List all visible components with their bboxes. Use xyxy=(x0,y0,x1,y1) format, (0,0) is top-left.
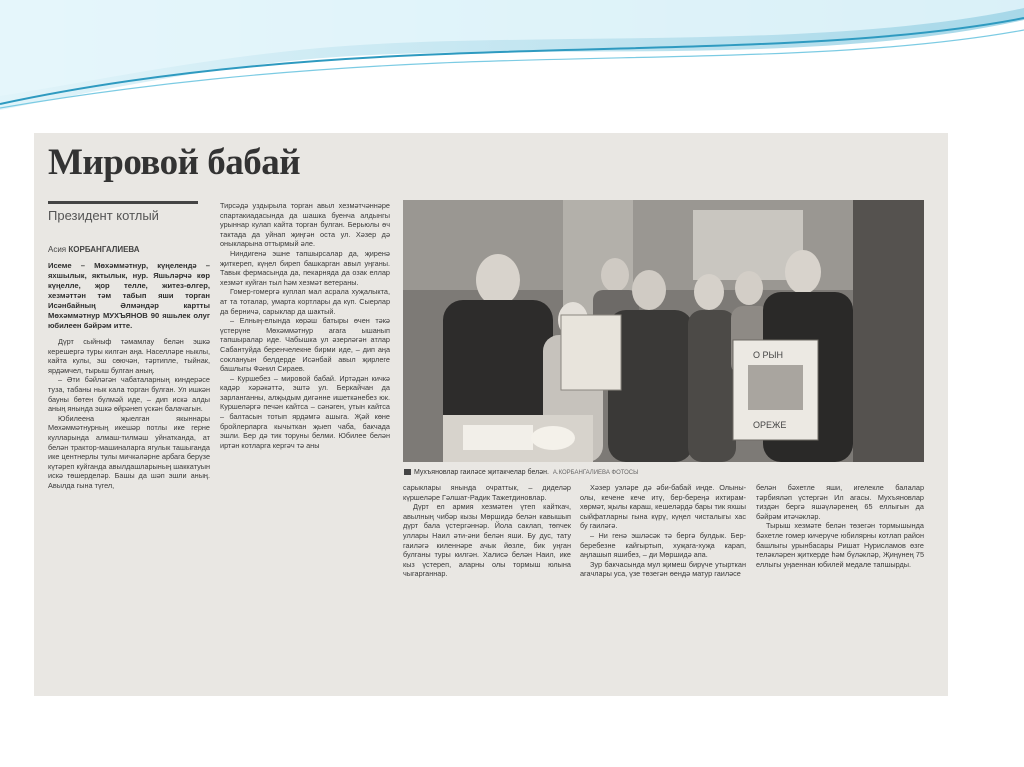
camera-icon xyxy=(404,469,411,475)
paragraph: – Елның-елында көрәш батыры өчен тәкә үстерүне Мөхәммәтнур агага ышанып тапшыралар иде. Чабышка ул әзерләгән атлар Сабантуйда беренчелекне бирми иде, – дип аңа соклануын белдерде Исәнбай авыл җирлеге башлыгы Фәнил Сираев. xyxy=(220,316,390,374)
paragraph: Тирсәдә уздырыла торган авыл хезмәтчәннәре спартакиадасында да шашка буенча алдынгы урыннар кулап кайта торган булган. Берьюлы өч тактада да уйнап җиңгән оста ул. Хәзер дә оныкларына оттырмый әле. xyxy=(220,201,390,249)
text-column-3 xyxy=(403,483,571,691)
text-column-5 xyxy=(756,483,924,691)
article-lead: Исеме – Мөхәммәтнур, күңелендә – яхшылык, яктылык, нур. Яшьләрчә көр күңелле, җор телле, житез-өлгер, хезмәттән тәм табып яши торган Исәнбайның Әлмәндәр картты Мөхәммәтнур МУХЪЯНОВ 90 яшьлек олуг юбилеен бәйрәм итте. xyxy=(48,261,210,330)
caption-text: Мухъяновлар гаиләсе җитакчелар белән. xyxy=(414,469,549,476)
paragraph: Зур бакчасында мул җимеш бирүче утырткан агачлары уса, үзе төзегән өендә матур гаиләсе xyxy=(580,559,746,579)
paragraph: Гомер-гомергә куплап мал асрала хуҗалыкта, ат та тоталар, умарта кортлары да күп. Сыерлар да берничә, сарыклар да шактый. xyxy=(220,287,390,316)
paragraph: Дүрт ел армия хезмәтен үтеп кайткач, авылның чибәр кызы Мөршидә белән кавышып дүрт бала үстергәннәр. Йола саклап, төпчек уллары Наил әти-әни белән яши. Бу дус, тату гаиләгә киленнәре ачык йөзле, бик уңган булганы туры килгән. Халисә белән Наил, ике кыз үстереп, аларны олы тормыш юлына чыгарганнар. xyxy=(403,502,571,579)
photo-credit: А.КОРБАНГАЛИЕВА ФОТОСЫ xyxy=(552,470,639,476)
article-rubric: Президент котлый xyxy=(48,201,198,223)
paragraph: – Ни генә эшләсәк тә бергә булдык. Бер-беребезне кайгыртып, хуҗага-хуҗа карап, аңлашып яшибез, – ди Мөршидә апа. xyxy=(580,530,746,560)
article-byline xyxy=(48,245,140,254)
paragraph: Ниндигенә эшне тапшырсалар да, җиренә җиткереп, күңел биреп башкарган авыл уңганы. Тавык фермасында да, пекарняда да озак еллар хезмәт куйган тыл һәм хезмәт ветераны. xyxy=(220,248,390,287)
slide-swoosh-decoration xyxy=(0,0,1024,120)
paragraph: белән бәхетле яши, игелекле балалар тәрбияләп үстергән Ил агасы. Мухъяновлар тиздән бергә яшәүләренең 65 еллыгын да бәйрәм итәчәкләр. xyxy=(756,483,924,521)
paragraph: сарыклары янында очраттык, – диделәр күршеләре Гәлшат-Радик Тажетдиновлар. xyxy=(403,483,571,502)
author-last-name: КОРБАНГАЛИЕВА xyxy=(68,245,140,254)
photo-caption xyxy=(404,469,924,476)
newspaper-clipping xyxy=(34,133,948,696)
text-column-4 xyxy=(580,483,746,691)
paragraph: Юбилеена җыелган якыннары Мөхәммәтнурның икешәр потлы ике герне кулларында алмаш-тилмәш уйнатканда, ат белән трактор-машиналарга ягулык ташыганда ике центнерлы тулы мичкәләрне арбага берүзе күтәреп куйганда авылдашларының шаккатуын искә төшерделәр. Башы да шәп эшли аның. Авылда гына түгел, xyxy=(48,413,210,490)
text-column-2 xyxy=(220,201,390,691)
sign-text-top: О РЫН xyxy=(753,350,783,360)
paragraph: Дүрт сыйныф тәмамлау белән эшкә керешергә туры килгән аңа. Населләре ныклы, кайта кулы, эш сөючән, тәртипле, тыйнак, ярдәмчел, тырыш булган аның. xyxy=(48,337,210,375)
photo-illustration xyxy=(403,200,924,462)
article-headline: Мировой бабай xyxy=(48,142,301,183)
sign-text-bottom: ОРЕЖЕ xyxy=(753,420,787,430)
family-photo xyxy=(403,200,924,462)
paragraph: – Куршебез – мировой бабай. Иртәдән кичкә кадәр хәрәкәттә, эштә ул. Беркайчан да зарланганны, алҗыдым дигәнне ишеткәнебез юк. Куршеләргә печән кайтса – сәнәген, утын кайтса – балтасын тотып ярдәмгә ашыга. Җәй көне бройлерларга кычыткан җыеп чаба, бакчада эшли. Бер дә тик торуны белми. Юбилее белән иртән котларга кергәч тә аны xyxy=(220,373,390,450)
paragraph: – Әти бәйләгән чабаталарның киндерәсе туза, табаны нык кала торган булган. Ул ишкән бауны бөтен бүлмәй иде, – дип искә алды аның янында эшкә өйрәнеп үскән балачагын. xyxy=(48,375,210,414)
text-column-1 xyxy=(48,261,210,691)
author-first-name: Асия xyxy=(48,245,67,254)
paragraph: Хәзер уэләре дә әби-бабай инде. Олыны-олы, кечене кече итү, бер-береңә ихтирам-хөрмәт, җылы караш, кешеләрдә бары тик яхшы сыйфатларны гына күрү, күңел чисталыгы хас бу гаиләгә. xyxy=(580,483,746,531)
paragraph: Тырыш хезмәте белән төзегән тормышында бәхетле гомер кичерүче юбилярны котлап район башлыгы урынбасары Ришат Нурисламов өзге теләкләрен җиткерде һәм бүләкләр, Җиңүнең 75 еллыгы уңаеннан юбилей медале тапшырды. xyxy=(756,521,924,569)
